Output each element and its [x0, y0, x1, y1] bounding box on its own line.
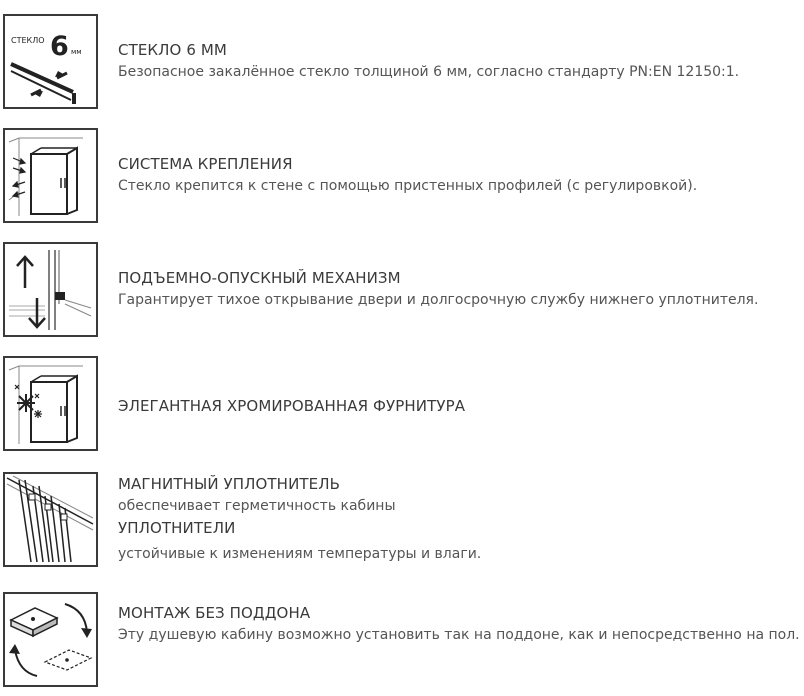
feature-subtitle: УПЛОТНИТЕЛИ — [118, 519, 236, 537]
feature-mounting-system — [3, 128, 803, 224]
lift-mechanism-icon — [3, 242, 98, 337]
feature-title: МОНТАЖ БЕЗ ПОДДОНА — [118, 604, 311, 622]
feature-description: Гарантирует тихое открывание двери и долгосрочную службу нижнего уплотнителя. — [118, 292, 759, 308]
feature-lift-mechanism — [3, 242, 803, 338]
feature-description: обеспечивает герметичность кабины — [118, 498, 396, 514]
magnetic-seal-icon — [3, 472, 98, 567]
feature-magnetic-seal — [3, 472, 803, 568]
glass-thickness-icon — [3, 14, 98, 109]
feature-trayless-install — [3, 592, 803, 688]
feature-title: СИСТЕМА КРЕПЛЕНИЯ — [118, 155, 293, 173]
feature-subdescription: устойчивые к изменениям температуры и влаги. — [118, 546, 482, 562]
feature-title: СТЕКЛО 6 ММ — [118, 41, 227, 59]
feature-title: МАГНИТНЫЙ УПЛОТНИТЕЛЬ — [118, 475, 340, 493]
feature-description: Стекло крепится к стене с помощью пристенных профилей (с регулировкой). — [118, 178, 698, 194]
feature-title: ПОДЪЕМНО-ОПУСКНЫЙ МЕХАНИЗМ — [118, 269, 401, 287]
feature-chrome-fittings — [3, 356, 803, 452]
mounting-system-icon — [3, 128, 98, 223]
feature-glass-6mm — [3, 14, 803, 110]
feature-title: ЭЛЕГАНТНАЯ ХРОМИРОВАННАЯ ФУРНИТУРА — [118, 397, 466, 415]
feature-description: Эту душевую кабину возможно установить так на поддоне, как и непосредственно на пол. — [118, 627, 800, 643]
glass-icon-unit: мм — [71, 48, 82, 56]
glass-icon-number: 6 — [50, 31, 69, 62]
chrome-fittings-icon — [3, 356, 98, 451]
trayless-install-icon — [3, 592, 98, 687]
feature-description: Безопасное закалённое стекло толщиной 6 мм, согласно стандарту PN:EN 12150:1. — [118, 64, 740, 80]
glass-icon-label: СТЕКЛО — [11, 36, 45, 45]
